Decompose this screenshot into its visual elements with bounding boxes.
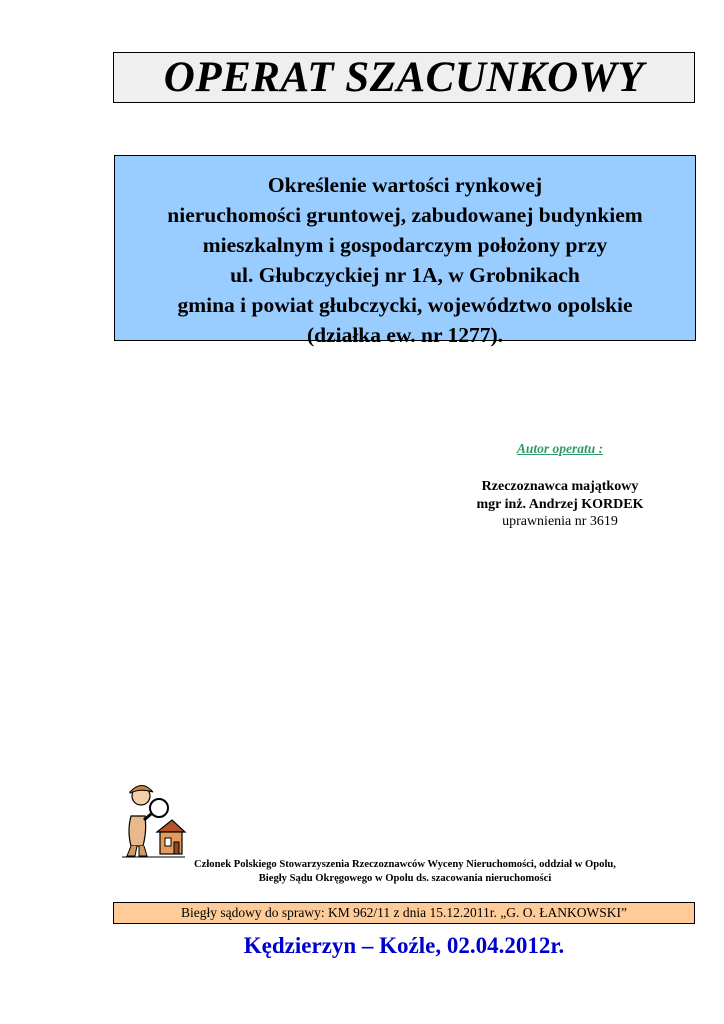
title-box [113, 52, 695, 103]
court-note-box [113, 902, 695, 924]
subject-box [114, 155, 696, 347]
membership-text [110, 858, 700, 886]
author-license: uprawnienia nr 3619 [502, 514, 618, 529]
author-label: Autor operatu : [516, 441, 604, 456]
subject-line: nieruchomości gruntowej, zabudowanej budynkiem [167, 203, 643, 227]
author-role: Rzeczoznawca majątkowy [481, 479, 639, 494]
subject-line: mieszkalnym i gospodarczym położony przy [202, 233, 608, 257]
subject-line: gmina i powiat głubczycki, województwo opolskie [177, 293, 633, 317]
author-name: mgr inż. Andrzej KORDEK [476, 496, 644, 512]
appraiser-magnifier-house-logo-icon [117, 776, 187, 860]
place-date: Kędzierzyn – Koźle, 02.04.2012r. [243, 933, 565, 958]
membership-line: Członek Polskiego Stowarzyszenia Rzeczoznawców Wyceny Nieruchomości, oddział w Opolu, [194, 859, 616, 870]
document-title: OPERAT SZACUNKOWY [163, 54, 645, 101]
court-note: Biegły sądowy do sprawy: KM 962/11 z dnia 15.12.2011r. „G. O. ŁANKOWSKI” [181, 905, 627, 920]
subject-line: Określenie wartości rynkowej [267, 173, 543, 197]
subject-line: (działka ew. nr 1277). [306, 323, 504, 347]
subject-line: ul. Głubczyckiej nr 1A, w Grobnikach [230, 263, 580, 287]
author-block [430, 478, 690, 531]
membership-line: Biegły Sądu Okręgowego w Opolu ds. szacowania nieruchomości [258, 873, 552, 884]
